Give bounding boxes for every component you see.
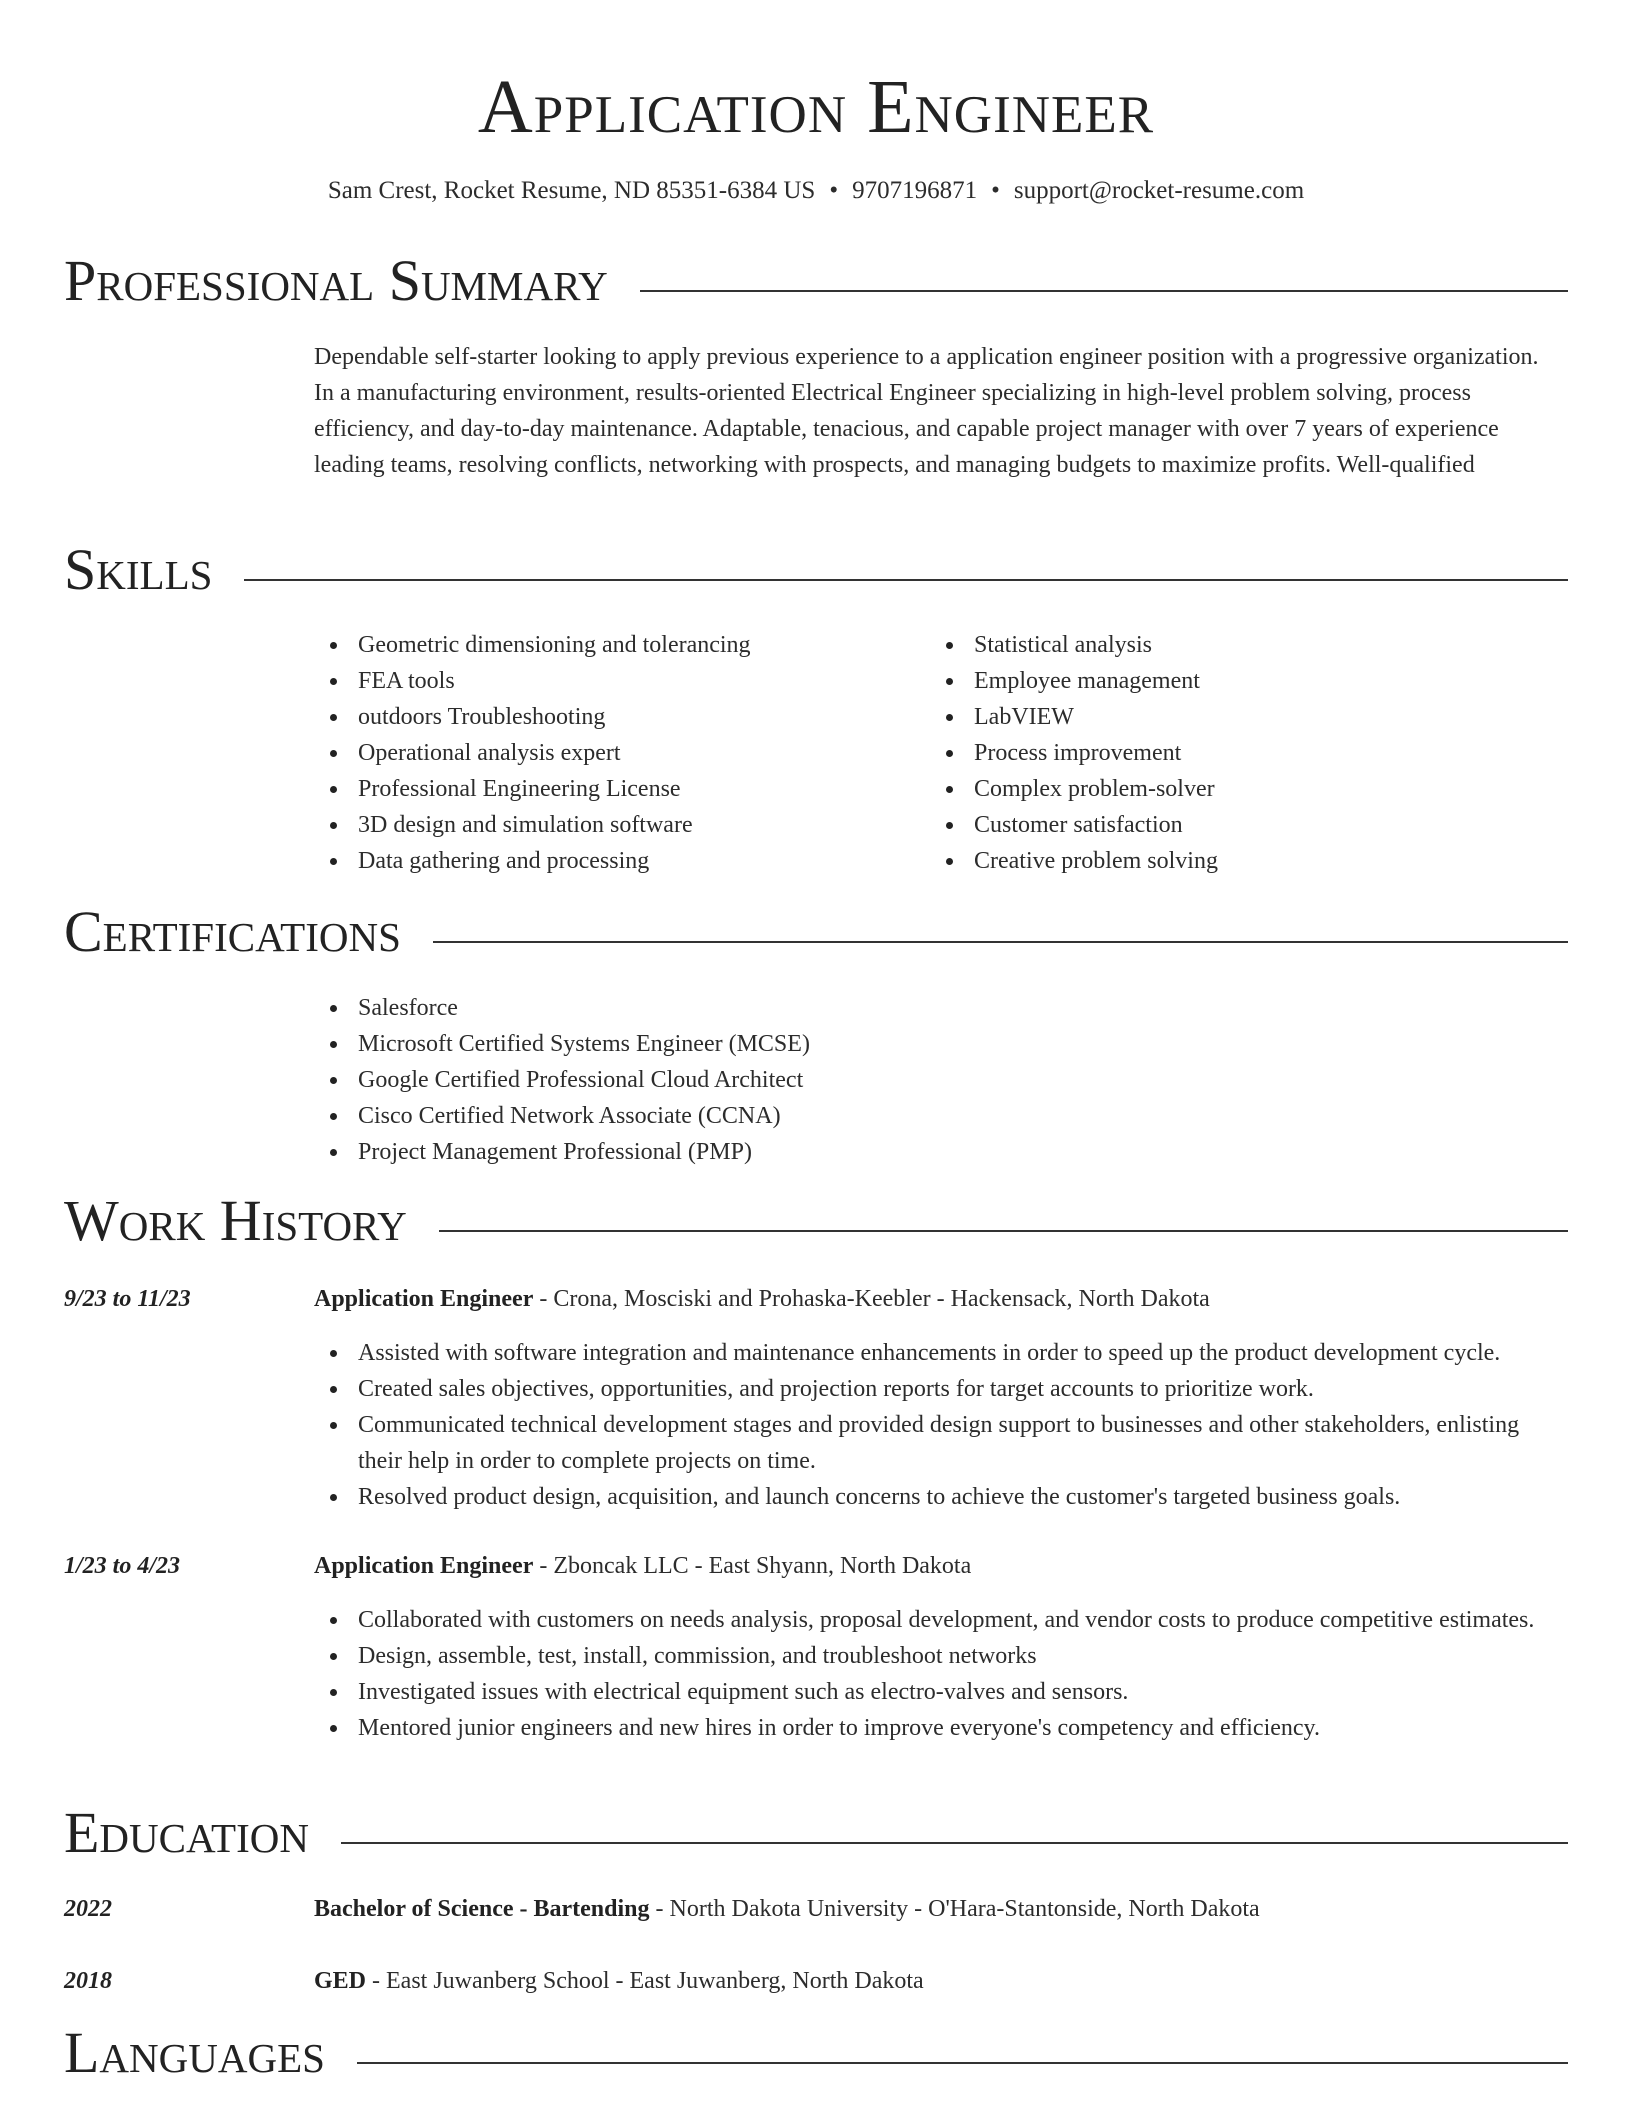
duty-item: Created sales objectives, opportunities, and projection reports for target accounts to prioritize work. [314, 1371, 1568, 1407]
section-work-heading [64, 1190, 1568, 1252]
job-dates: 1/23 to 4/23 [64, 1553, 181, 1579]
certification-item: Google Certified Professional Cloud Architect [314, 1062, 1314, 1098]
skill-item: LabVIEW [930, 699, 1530, 735]
duty-item: Assisted with software integration and maintenance enhancements in order to speed up the product development cycle. [314, 1335, 1568, 1371]
duty-item: Communicated technical development stages and provided design support to businesses and other stakeholders, enlisting their help in order to complete projects on time. [314, 1407, 1568, 1479]
skill-item: Employee management [930, 663, 1530, 699]
education-entry [314, 1891, 1568, 1927]
duty-item: Design, assemble, test, install, commission, and troubleshoot networks [314, 1638, 1568, 1674]
skills-list-left [314, 627, 874, 879]
contact-phone: 9707196871 [852, 177, 978, 204]
skill-item: Process improvement [930, 735, 1530, 771]
section-title: Skills [64, 539, 244, 601]
contact-separator: • [829, 177, 839, 204]
certification-item: Project Management Professional (PMP) [314, 1134, 1314, 1170]
contact-address: Sam Crest, Rocket Resume, ND 85351-6384 US [327, 177, 816, 204]
certifications-list [314, 990, 1314, 1170]
section-title: Certifications [64, 901, 433, 963]
job-title: Application Engineer [314, 1553, 534, 1579]
skill-item: Customer satisfaction [930, 807, 1530, 843]
section-title: Languages [64, 2022, 357, 2084]
skill-item: Operational analysis expert [314, 735, 874, 771]
education-year: 2022 [64, 1896, 112, 1922]
skill-item: 3D design and simulation software [314, 807, 874, 843]
contact-line [0, 176, 1632, 206]
job-duties [314, 1602, 1568, 1746]
duty-item: Investigated issues with electrical equipment such as electro-valves and sensors. [314, 1674, 1568, 1710]
section-skills-heading [64, 539, 1568, 601]
section-title: Work History [64, 1190, 439, 1252]
section-education-heading [64, 1802, 1568, 1864]
skill-item: Statistical analysis [930, 627, 1530, 663]
section-languages-heading [64, 2022, 1568, 2084]
resume-title: Application Engineer [477, 65, 1155, 149]
job-details: - Zboncak LLC - East Shyann, North Dakota [533, 1553, 972, 1579]
job-dates: 9/23 to 11/23 [64, 1286, 191, 1312]
skill-item: Data gathering and processing [314, 843, 874, 879]
education-entry [314, 1963, 1568, 1999]
section-title: Professional Summary [64, 250, 640, 312]
section-divider [64, 579, 1568, 581]
duty-item: Collaborated with customers on needs analysis, proposal development, and vendor costs to produce competitive estimates. [314, 1602, 1568, 1638]
duty-item: Mentored junior engineers and new hires in order to improve everyone's competency and efficiency. [314, 1710, 1568, 1746]
job-heading [314, 1281, 1568, 1317]
skill-item: FEA tools [314, 663, 874, 699]
education-degree: Bachelor of Science - Bartending [314, 1896, 650, 1922]
job-details: - Crona, Mosciski and Prohaska-Keebler - Hackensack, North Dakota [533, 1286, 1210, 1312]
education-degree: GED [314, 1968, 367, 1994]
job-heading [314, 1548, 1568, 1584]
contact-email: support@rocket-resume.com [1013, 177, 1305, 204]
skill-item: Geometric dimensioning and tolerancing [314, 627, 874, 663]
skill-item: Professional Engineering License [314, 771, 874, 807]
education-details: - North Dakota University - O'Hara-Stantonside, North Dakota [649, 1896, 1260, 1922]
skill-item: Complex problem-solver [930, 771, 1530, 807]
summary-text: Dependable self-starter looking to apply previous experience to a application engineer position with a progressive organization. In a manufacturing environment, results-oriented Electrical Engineer specializing in high-level problem solving, process efficiency, and day-to-day maintenance. Adaptable, tenacious, and capable project manager with over 7 years of experience leading teams, resolving conflicts, networking with prospects, and managing budgets to maximize profits. Well-qualified [314, 344, 1539, 478]
certification-item: Cisco Certified Network Associate (CCNA) [314, 1098, 1314, 1134]
education-details: - East Juwanberg School - East Juwanberg, North Dakota [366, 1968, 924, 1994]
job-title: Application Engineer [314, 1286, 534, 1312]
section-title: Education [64, 1802, 341, 1864]
certification-item: Microsoft Certified Systems Engineer (MCSE) [314, 1026, 1314, 1062]
skills-list-right [930, 627, 1530, 879]
education-year: 2018 [64, 1968, 112, 1994]
skill-item: outdoors Troubleshooting [314, 699, 874, 735]
section-summary-heading [64, 250, 1568, 312]
duty-item: Resolved product design, acquisition, and launch concerns to achieve the customer's targeted business goals. [314, 1479, 1568, 1515]
job-duties [314, 1335, 1568, 1515]
section-certifications-heading [64, 901, 1568, 963]
contact-separator: • [991, 177, 1000, 204]
skill-item: Creative problem solving [930, 843, 1530, 879]
certification-item: Salesforce [314, 990, 1314, 1026]
